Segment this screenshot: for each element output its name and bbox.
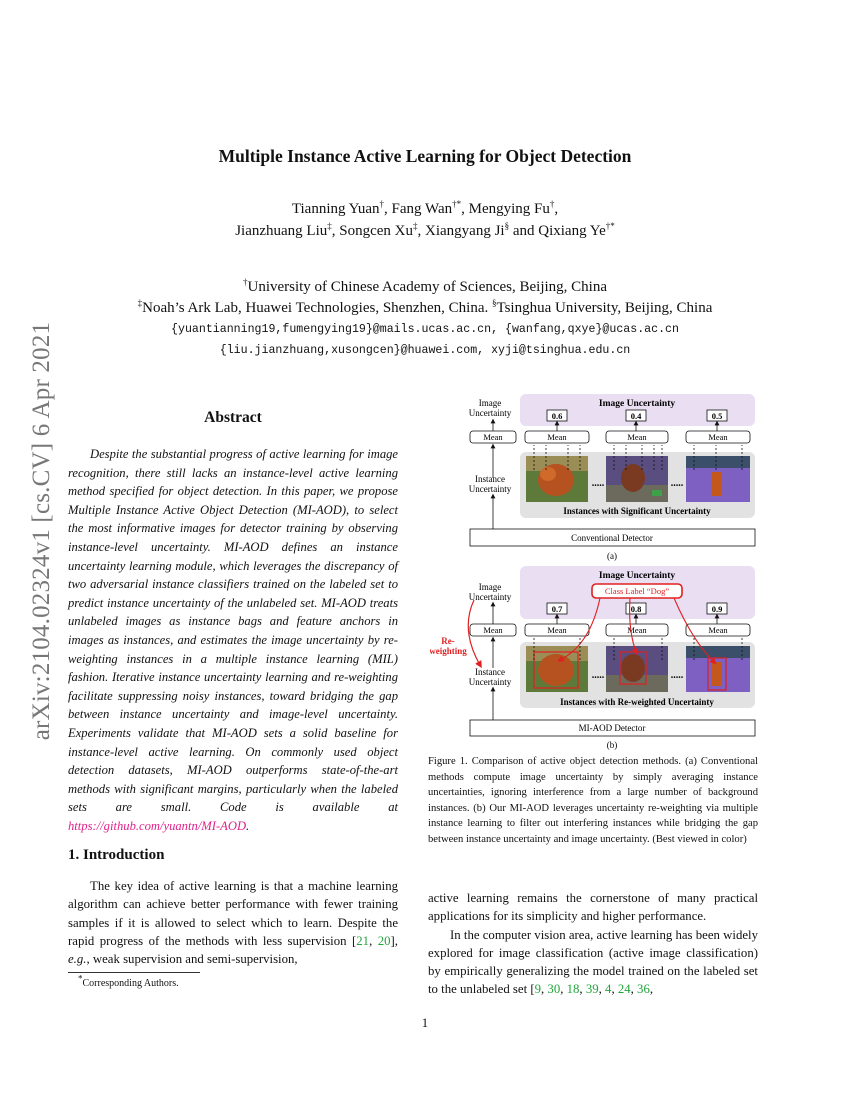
mean-label: Mean	[708, 432, 728, 442]
citation-link[interactable]: 24	[617, 982, 631, 997]
instances-band-label: Instances with Significant Uncertainty	[563, 506, 711, 516]
page-number: 1	[421, 1016, 429, 1030]
citation-link[interactable]: 9	[534, 982, 542, 997]
side-label-instance-uncertainty: Uncertainty	[468, 677, 512, 687]
image-thumbnail-dog-3	[686, 646, 750, 692]
panel-sublabel: (b)	[606, 740, 618, 750]
ellipsis: .....	[591, 670, 605, 681]
intro-paragraph-1: The key idea of active learning is that a machine learning algorithm can achieve better performance with fewer training samples if it is allowed to select which to learn. Despite the rapid progress of the methods with less supervision [21, 20], e.g., weak supervision and semi-supervision,	[68, 879, 398, 967]
side-label-image-uncertainty: Uncertainty	[468, 408, 512, 418]
citation-link[interactable]: 18	[566, 982, 580, 997]
score-value: 0.9	[711, 604, 723, 614]
score-value: 0.4	[630, 411, 642, 421]
score-value: 0.8	[630, 604, 642, 614]
citation-link[interactable]: 21	[356, 933, 370, 948]
score-value: 0.5	[711, 411, 723, 421]
author-name: Mengying Fu	[468, 201, 550, 217]
abstract-heading: Abstract	[204, 409, 262, 426]
mean-label: Mean	[547, 432, 567, 442]
intro-paragraph-2: In the computer vision area, active learning has been widely explored for image classification (active image classification) by empirically generalizing the model trained on the labeled set to the unlabeled set [9, 30, 18, 39, 4, 24, 36,	[428, 927, 758, 997]
score-value: 0.7	[551, 604, 563, 614]
citation-link[interactable]: 39	[585, 982, 599, 997]
affiliation-1: †University of Chinese Academy of Sciences, Beijing, China	[242, 277, 607, 295]
ellipsis: .....	[670, 478, 684, 489]
band-title: Image Uncertainty	[598, 399, 676, 409]
panel-b	[430, 566, 755, 750]
image-thumbnail-dog-2	[606, 456, 668, 502]
author-name: Songcen Xu	[339, 223, 414, 239]
panel-sublabel: (a)	[607, 551, 617, 561]
panel-a	[469, 394, 755, 561]
mean-label: Mean	[483, 625, 503, 635]
footnote: *Corresponding Authors.	[78, 973, 179, 989]
mean-label: Mean	[483, 432, 503, 442]
score-value: 0.6	[551, 411, 563, 421]
detector-label: Conventional Detector	[571, 533, 653, 543]
instances-band-label: Instances with Re-weighted Uncertainty	[560, 697, 714, 707]
ellipsis: .....	[591, 478, 605, 489]
reweighting-label: Re-	[441, 636, 455, 646]
citation-link[interactable]: 30	[547, 982, 561, 997]
band-title: Image Uncertainty	[598, 571, 676, 581]
abstract-body: Despite the substantial progress of active learning for image recognition, there still lacks an instance-level active learning method specified for object detection. In this paper, we propose Multiple Instance Active Object Detection (MI-AOD), to select the most informative images for detector training by observing instance-level uncertainty. MI-AOD defines an instance uncertainty learning module, which leverages the discrepancy of two adversarial instance classifiers trained on the labeled set to predict instance uncertainty of the unlabeled set. MI-AOD treats unlabeled images as instance bags and feature anchors in images as instances, and estimates the image uncertainty by re-weighting instances in a multiple instance learning (MIL) fashion. Iterative instance uncertainty learning and re-weighting facilitate suppressing noisy instances, toward bridging the gap between instance uncertainty and image-level uncertainty. Experiments validate that MI-AOD sets a solid baseline for instance-level active learning. On commonly used object detection datasets, MI-AOD outperforms state-of-the-art methods with significant margins, particularly when the labeled sets are small. Code is available at https://github.com/yuantn/MI-AOD.	[68, 447, 398, 833]
image-thumbnail-dog-3	[686, 456, 750, 502]
side-label-image-uncertainty: Image	[478, 582, 502, 592]
side-label-image-uncertainty: Image	[478, 398, 502, 408]
figure-1	[430, 390, 760, 750]
author-name: Jianzhuang Liu	[235, 223, 328, 239]
mean-label: Mean	[547, 625, 567, 635]
citation-link[interactable]: 20	[377, 933, 391, 948]
author-name: Qixiang Ye	[538, 223, 606, 239]
code-link[interactable]: https://github.com/yuantn/MI-AOD	[68, 818, 247, 833]
mean-label: Mean	[627, 625, 647, 635]
image-thumbnail-dog-1	[526, 456, 588, 502]
ellipsis: .....	[670, 670, 684, 681]
intro-paragraph-continued: active learning remains the cornerstone of many practical applications for its simplicity and higher performance.	[428, 891, 758, 924]
mean-label: Mean	[627, 432, 647, 442]
citation-link[interactable]: 4	[605, 982, 612, 997]
class-label: Class Label “Dog”	[604, 586, 670, 596]
side-label-instance-uncertainty: Instance	[475, 474, 505, 484]
author-line-2: Jianzhuang Liu‡, Songcen Xu‡, Xiangyang Ji§ and Qixiang Ye†*	[235, 221, 615, 239]
mean-label: Mean	[708, 625, 728, 635]
section-heading-introduction: 1. Introduction	[68, 847, 165, 863]
image-thumbnail-dog-2	[606, 646, 668, 692]
figure-1-diagram	[430, 390, 760, 750]
figure-1-caption: Figure 1. Comparison of active object detection methods. (a) Conventional methods compute image uncertainty by simply averaging instance uncertainties, ignoring interference from a large number of background instances. (b) Our MI-AOD leverages uncertainty re-weighting via multiple instance learning to filter out interfering instances while bridging the gap between instance uncertainty and image uncertainty. (Best viewed in color)	[428, 756, 758, 845]
email-line-1: {yuantianning19,fumengying19}@mails.ucas.ac.cn, {wanfang,qxye}@ucas.ac.cn	[171, 323, 679, 336]
intro-right-column	[428, 889, 758, 999]
author-name: Tianning Yuan	[291, 201, 380, 217]
email-line-2: {liu.jianzhuang,xusongcen}@huawei.com, xyji@tsinghua.edu.cn	[219, 344, 631, 357]
citation-link[interactable]: 36	[637, 982, 650, 997]
author-name: Xiangyang Ji	[425, 223, 505, 239]
side-label-instance-uncertainty: Instance	[475, 667, 505, 677]
footnote-rule	[68, 972, 200, 973]
image-thumbnail-dog-1	[526, 646, 588, 692]
paper-title: Multiple Instance Active Learning for Object Detection	[218, 146, 632, 166]
arxiv-sidebar-id: arXiv:2104.02324v1 [cs.CV] 6 Apr 2021	[28, 321, 55, 741]
reweighting-label: weighting	[430, 646, 467, 656]
side-label-image-uncertainty: Uncertainty	[468, 592, 512, 602]
affiliation-2: ‡Noah’s Ark Lab, Huawei Technologies, Shenzhen, China. §Tsinghua University, Beijing, China	[137, 298, 713, 316]
author-name: Fang Wan	[391, 201, 453, 217]
detector-label: MI-AOD Detector	[578, 723, 646, 733]
author-list	[0, 198, 850, 242]
affiliations	[0, 277, 850, 361]
author-line-1: Tianning Yuan†, Fang Wan†*, Mengying Fu†,	[291, 199, 559, 217]
side-label-instance-uncertainty: Uncertainty	[468, 484, 512, 494]
